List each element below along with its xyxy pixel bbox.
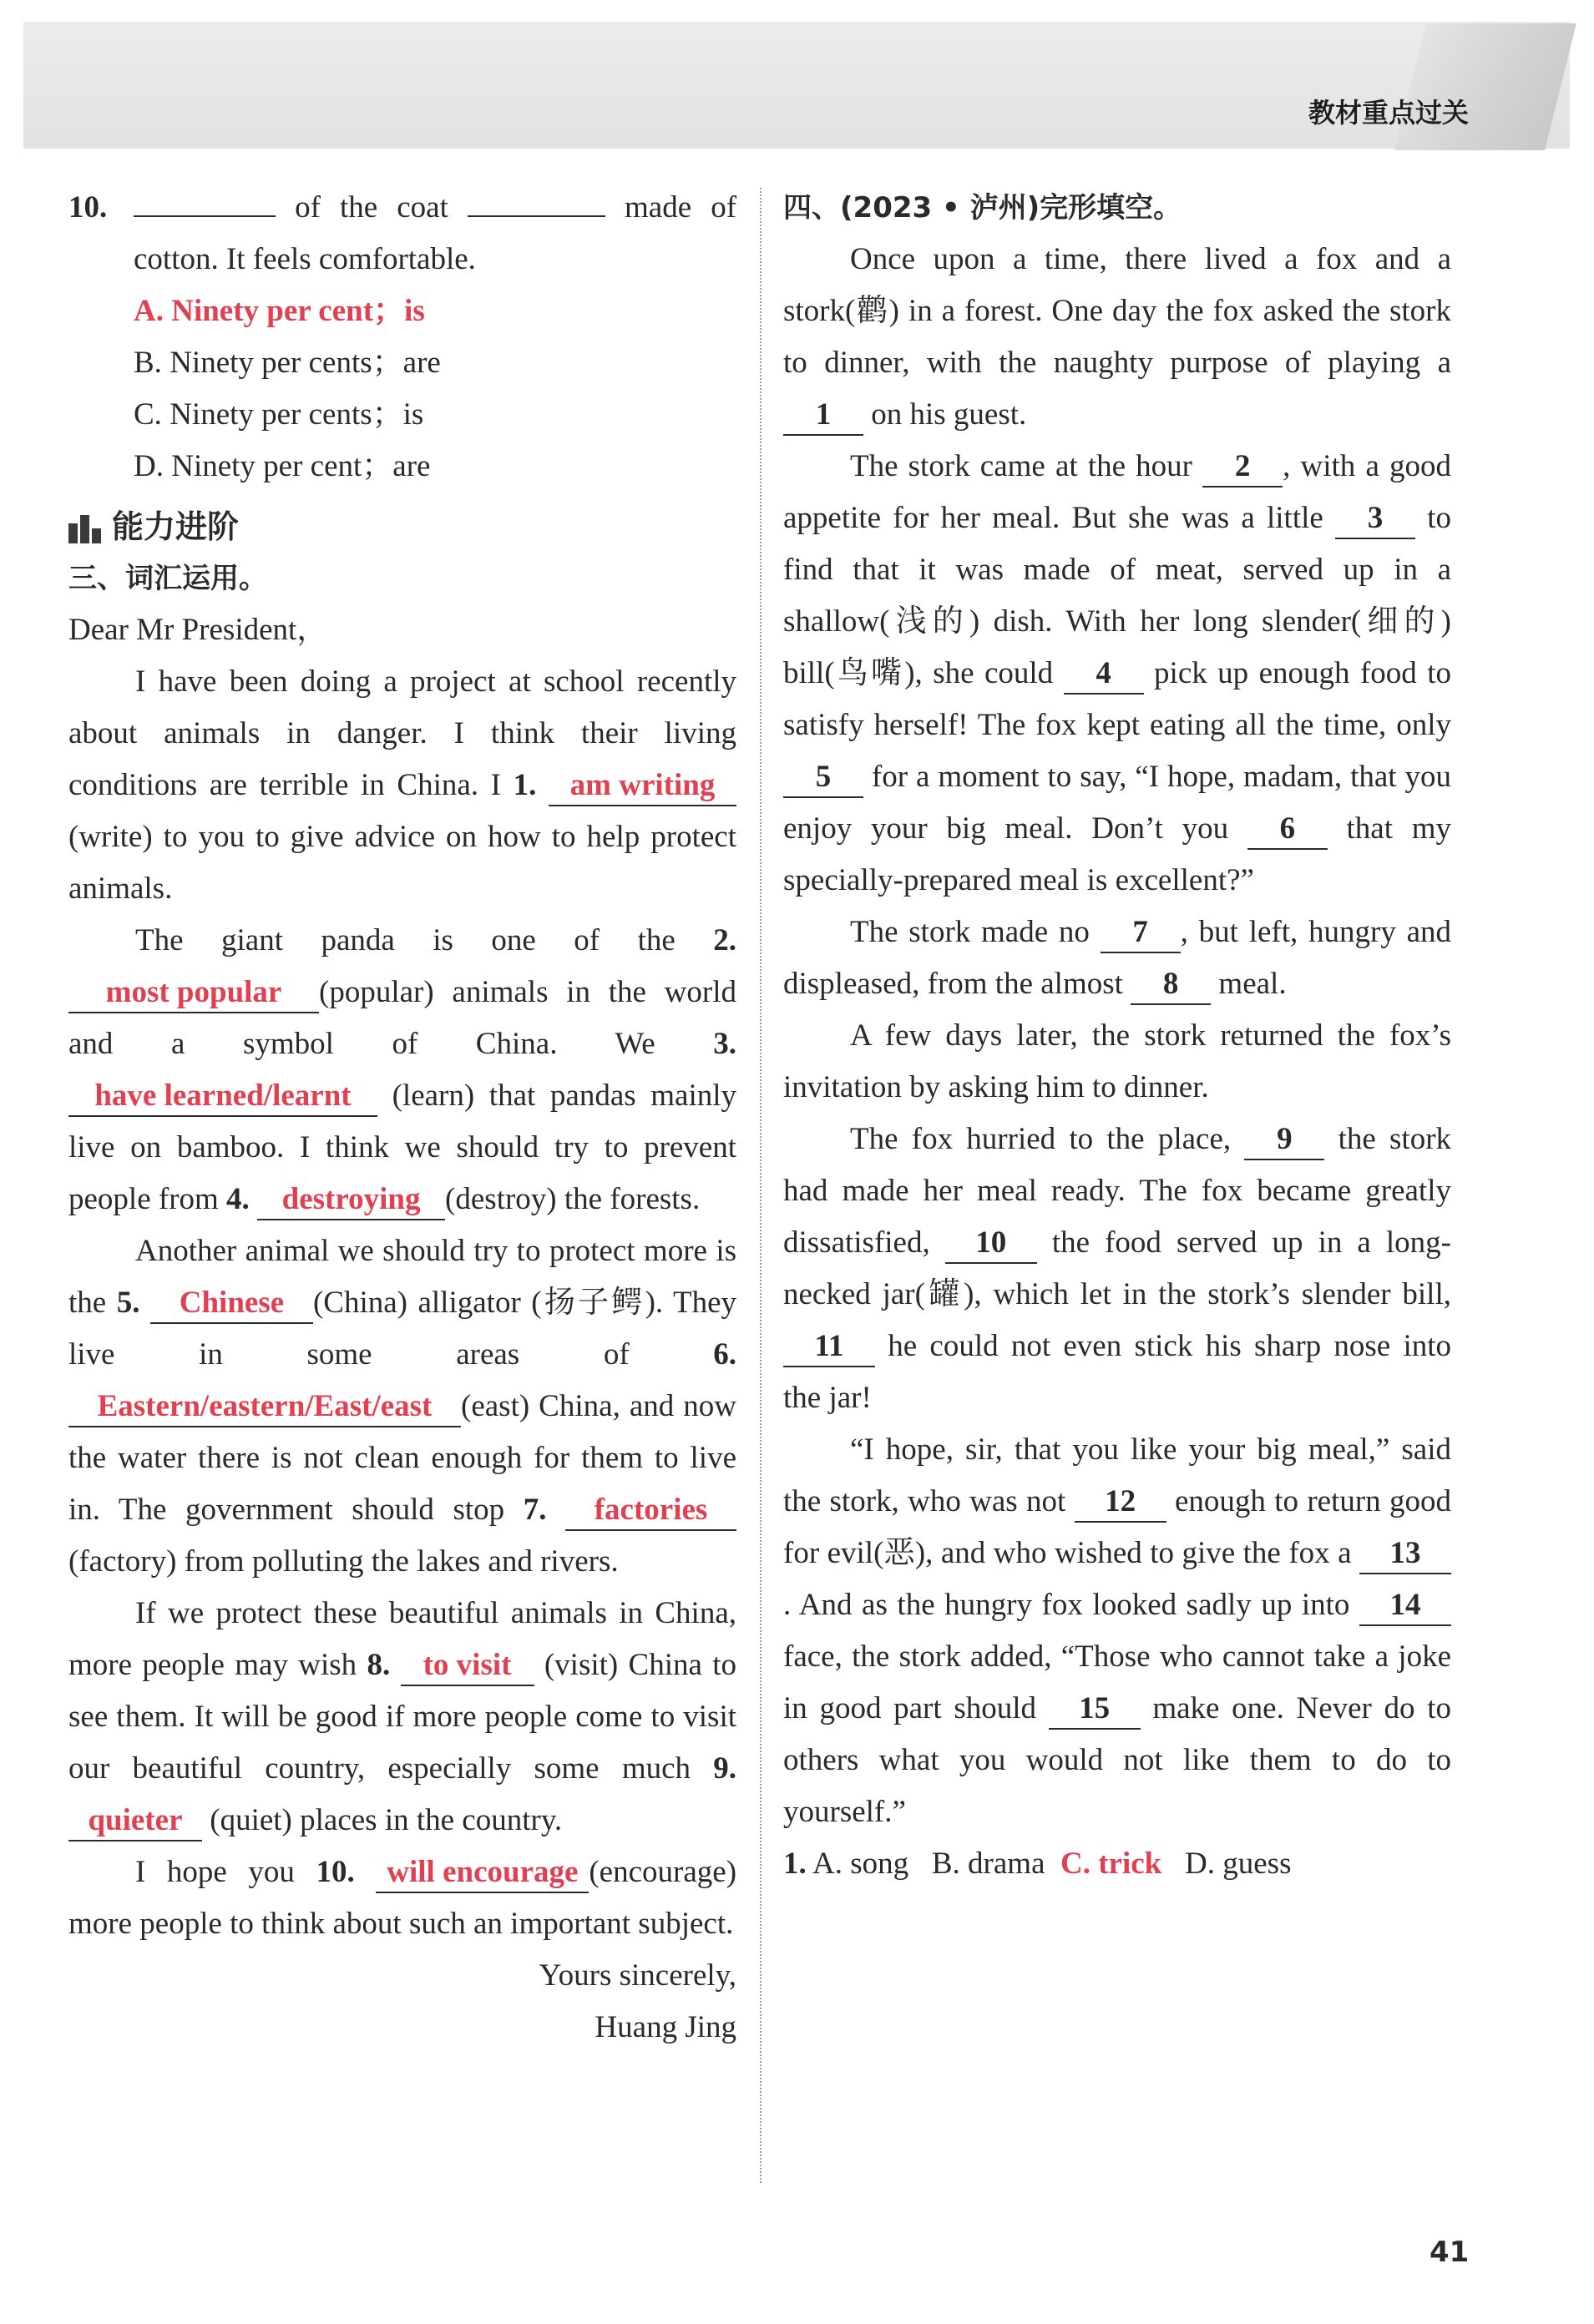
header-title: 教材重点过关 — [1308, 97, 1469, 129]
answer-blank: Chinese — [150, 1284, 313, 1324]
paragraph: A few days later, the stork returned the fox’s invitation by asking him to dinner. — [783, 1018, 1451, 1104]
cloze-blank: 12 — [1075, 1483, 1166, 1523]
paragraph: Once upon a time, there lived a fox and a stork(鹳) in a forest. One day the fox asked the stork to dinner, with the naughty purpose of playing a 1 on his guest. — [783, 234, 1451, 441]
answer-blank — [134, 215, 276, 217]
answer-blank: quieter — [68, 1801, 202, 1842]
exercise-title: 四、(2023 • 泸州)完形填空。 — [783, 191, 1182, 225]
exercise-title: 三、词汇运用。 — [68, 562, 267, 595]
cloze-blank: 8 — [1131, 965, 1211, 1005]
option-b: B. Ninety per cents；are — [134, 346, 441, 380]
paragraph: I have been doing a project at school recently about animals in danger. I think their living conditions are terrible in China. I 1. am writing(write) to you to give advice on how to help protect animals. — [68, 664, 736, 906]
paragraph: The stork made no 7 , but left, hungry and displeased, from the almost 8 meal. — [783, 907, 1451, 1010]
answer-blank: most popular — [68, 973, 319, 1013]
bar-chart-icon — [68, 510, 102, 543]
answer-blank: factories — [565, 1491, 736, 1531]
answer-blank: to visit — [401, 1646, 534, 1686]
cloze-blank: 7 — [1101, 913, 1181, 953]
paragraph: The giant panda is one of the 2. most popular (popular) animals in the world and a symbol of China. We 3. have learned/learnt (learn) that pandas mainly live on bamboo. I think we should try to prevent people from 4. destroying (destroy) the forests. — [68, 915, 736, 1225]
right-column — [783, 182, 1451, 1890]
question-stem: of the coat made of cotton. It feels comfortable. — [134, 190, 737, 276]
section-heading — [68, 501, 736, 553]
cloze-blank: 2 — [1202, 447, 1283, 488]
question-number: 10. — [68, 190, 108, 225]
option-a-correct: A. Ninety per cent；is — [134, 294, 425, 328]
paragraph: I hope you 10. will encourage (encourage) more people to think about such an important subject. — [68, 1855, 737, 1941]
cloze-blank: 3 — [1335, 499, 1415, 539]
option-d: D. Ninety per cent；are — [134, 449, 431, 483]
left-column — [68, 182, 736, 2054]
paragraph: “I hope, sir, that you like your big meal,” said the stork, who was not 12 enough to return good for evil(恶), and who wished to give the fox a 13. And as the hungry fox looked sadly up into 14 face, the stork added, “Those who cannot take a joke in good part should 15 make one. Never do to others what you would not like them to do to yourself.” — [783, 1432, 1451, 1829]
paragraph: The fox hurried to the place, 9 the stork had made her meal ready. The fox became greatly dissatisfied, 10 the food served up in a long-necked jar(罐), which let in the stork’s slender bill, 11 he could not even stick his sharp nose into the jar! — [783, 1122, 1452, 1415]
answer-blank: Eastern/eastern/East/east — [68, 1387, 461, 1427]
cloze-blank: 1 — [783, 396, 863, 436]
question-10 — [68, 182, 736, 285]
cloze-blank: 15 — [1049, 1690, 1141, 1730]
cloze-blank: 6 — [1247, 810, 1328, 850]
letter-closing: Yours sincerely, — [539, 1958, 736, 1993]
cloze-blank: 13 — [1359, 1534, 1451, 1574]
letter-greeting: Dear Mr President， — [68, 613, 328, 647]
header-decoration — [1394, 23, 1576, 150]
page-number: 41 — [1430, 2236, 1470, 2269]
answer-blank: destroying — [257, 1180, 445, 1220]
section-title: 能力进阶 — [112, 508, 240, 545]
cloze-blank: 9 — [1244, 1120, 1324, 1160]
cloze-blank: 10 — [945, 1224, 1037, 1264]
paragraph: The stork came at the hour 2 , with a good appetite for her meal. But she was a little 3 to find that it was made of meat, served up in a shallow(浅的) dish. With her long slender(细的) bill(鸟嘴), she could 4 pick up enough food to satisfy herself! The fox kept eating all the time, only 5 for a moment to say, “I hope, madam, that you enjoy your big meal. Don’t you 6 that my specially-prepared meal is excellent?” — [783, 449, 1452, 897]
letter-signature: Huang Jing — [595, 2010, 736, 2044]
answer-blank: will encourage — [376, 1853, 589, 1893]
paragraph: Another animal we should try to protect more is the 5. Chinese (China) alligator (扬子鳄). They live in some areas of 6. Eastern/eastern/East/east (east) China, and now the water there is not clean enough for them to live in. The government should stop 7. factories(factory) from polluting the lakes and rivers. — [68, 1234, 737, 1579]
answer-blank: am writing — [549, 766, 736, 806]
paragraph: If we protect these beautiful animals in China, more people may wish 8. to visit (visit) China to see them. It will be good if more people come to visit our beautiful country, especially some much 9. quieter (quiet) places in the country. — [68, 1588, 736, 1847]
cloze-blank: 5 — [783, 758, 863, 798]
answer-blank: have learned/learnt — [68, 1077, 377, 1117]
cloze-blank: 11 — [783, 1327, 875, 1367]
cloze-blank: 14 — [1359, 1586, 1451, 1626]
cloze-question-1: 1. A. song B. drama C. trick D. guess — [783, 1847, 1292, 1881]
answer-blank — [468, 215, 605, 217]
column-divider — [760, 188, 762, 2183]
correct-option: C. — [1060, 1847, 1090, 1881]
option-c: C. Ninety per cents；is — [134, 397, 424, 432]
cloze-blank: 4 — [1064, 654, 1144, 695]
